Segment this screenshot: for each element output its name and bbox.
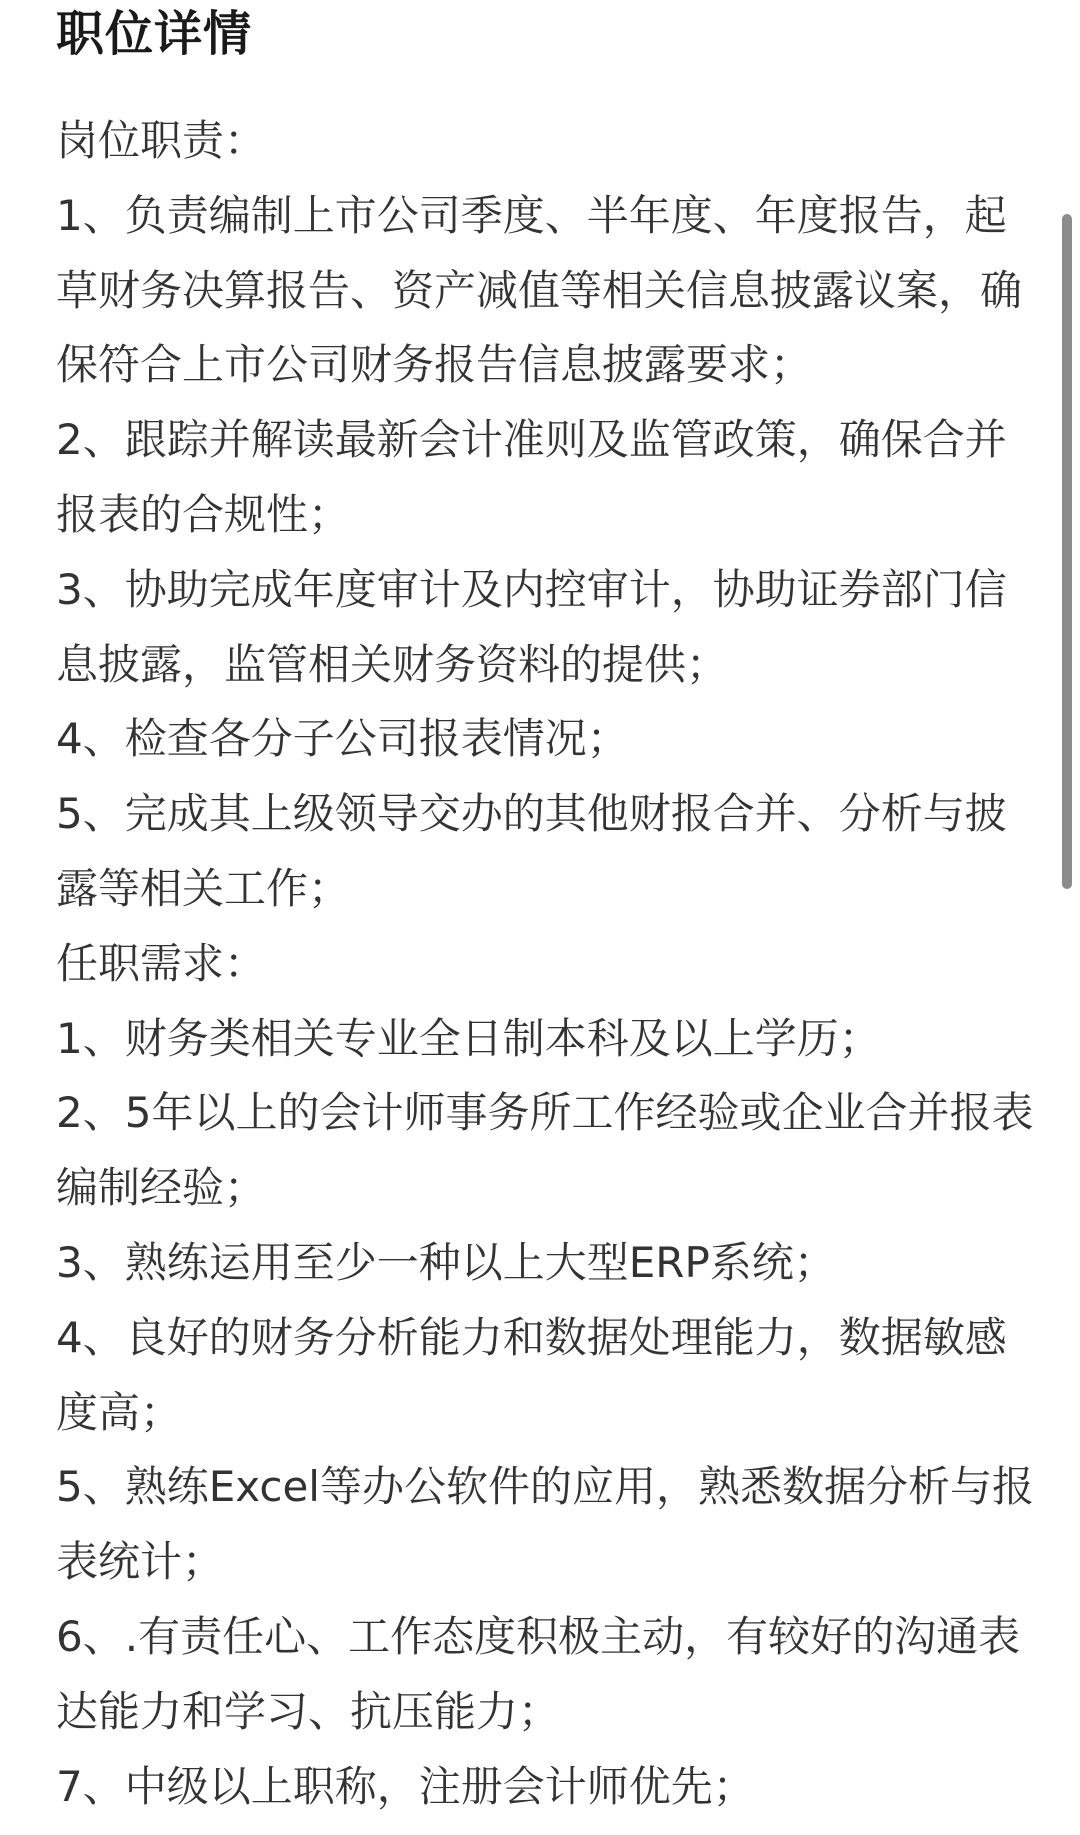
- page-title: 职位详情: [56, 6, 253, 62]
- description-line: 7、中级以上职称，注册会计师优先；: [56, 1761, 755, 1811]
- description-line: 5、完成其上级领导交办的其他财报合并、分析与披: [56, 789, 1007, 839]
- vertical-scrollbar[interactable]: [1062, 214, 1072, 889]
- description-line: 保符合上市公司财务报告信息披露要求；: [56, 340, 813, 390]
- description-line: 达能力和学习、抗压能力；: [56, 1686, 561, 1736]
- description-line: 草财务决算报告、资产减值等相关信息披露议案，确: [56, 265, 1023, 315]
- description-line: 息披露，监管相关财务资料的提供；: [56, 639, 729, 689]
- description-line: 1、财务类相关专业全日制本科及以上学历；: [56, 1013, 881, 1063]
- job-description: [56, 104, 1034, 1824]
- description-line: 3、熟练运用至少一种以上大型ERP系统；: [56, 1237, 836, 1287]
- description-line: 度高；: [56, 1387, 183, 1437]
- description-line: 5、熟练Excel等办公软件的应用，熟悉数据分析与报: [56, 1462, 1034, 1512]
- description-line: 4、良好的财务分析能力和数据处理能力，数据敏感: [56, 1312, 1007, 1362]
- description-line: 1、负责编制上市公司季度、半年度、年度报告，起: [56, 190, 1007, 240]
- description-line: 岗位职责：: [56, 116, 267, 165]
- description-line: 2、跟踪并解读最新会计准则及监管政策，确保合并: [56, 415, 1007, 465]
- description-line: 露等相关工作；: [56, 863, 351, 913]
- description-line: 报表的合规性；: [56, 489, 351, 539]
- description-line: 编制经验；: [56, 1163, 267, 1213]
- description-line: 3、协助完成年度审计及内控审计，协助证券部门信: [56, 564, 1007, 614]
- description-line: 任职需求：: [56, 938, 267, 988]
- description-line: 表统计；: [56, 1537, 225, 1587]
- description-line: 4、检查各分子公司报表情况；: [56, 714, 629, 764]
- description-line: 6、.有责任心、工作态度积极主动，有较好的沟通表: [56, 1611, 1021, 1661]
- description-line: 2、5年以上的会计师事务所工作经验或企业合并报表: [56, 1088, 1034, 1138]
